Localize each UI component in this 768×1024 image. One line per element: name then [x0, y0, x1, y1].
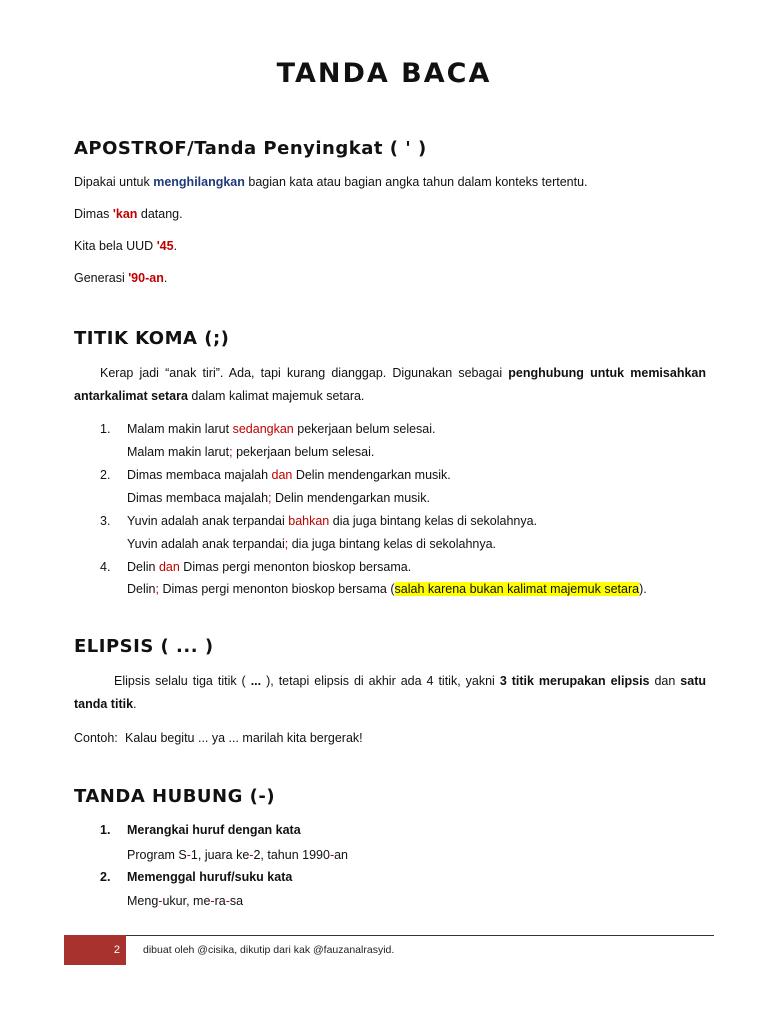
text: ra: [214, 894, 226, 908]
text: .: [173, 239, 178, 253]
hyphen: -: [210, 894, 215, 908]
list-item: [127, 537, 496, 551]
highlight: 'kan: [112, 207, 138, 221]
heading-titik-koma: TITIK KOMA (;): [74, 328, 230, 349]
text: Dimas pergi menonton bioskop bersama.: [179, 560, 412, 574]
hyphen: -: [225, 894, 230, 908]
text: Malam makin larut: [127, 445, 230, 459]
text: Delin: [127, 560, 159, 574]
apostrof-example-1: [74, 203, 706, 226]
text: Generasi: [74, 271, 129, 285]
list-item-example: [127, 894, 243, 908]
list-item-title: Memenggal huruf/suku kata: [127, 870, 293, 884]
text: dalam kalimat majemuk setara.: [187, 389, 365, 403]
text: Delin: [127, 582, 156, 596]
text: 1, juara ke: [190, 848, 250, 862]
text: pekerjaan belum selesai.: [232, 445, 375, 459]
list-number: 1.: [100, 823, 111, 837]
emphasis: penghubung untuk memisahkan antarkalimat setara: [74, 366, 706, 403]
highlight: '45: [156, 239, 174, 253]
apostrof-description: [74, 171, 706, 194]
contoh-label: Contoh:: [74, 731, 118, 745]
highlight: ;: [268, 491, 272, 505]
highlight: ;: [284, 537, 289, 551]
page-title: TANDA BACA: [276, 58, 492, 89]
list-item-example: [127, 848, 348, 862]
titik-koma-intro: [74, 362, 706, 408]
apostrof-example-2: [74, 235, 706, 258]
text: Kita bela UUD: [74, 239, 157, 253]
heading-apostrof: APOSTROF/Tanda Penyingkat ( ' ): [74, 138, 427, 159]
highlight: bahkan: [288, 514, 330, 528]
text: Yuvin adalah anak terpandai: [127, 537, 285, 551]
text: Dimas membaca majalah: [127, 491, 269, 505]
list-item: [127, 491, 430, 505]
text: Dimas membaca majalah: [127, 468, 272, 482]
highlight: dan: [271, 468, 293, 482]
page-number: 2: [64, 935, 126, 965]
list-item: [127, 582, 647, 596]
hyphen: -: [158, 894, 163, 908]
text: Dimas pergi menonton bioskop bersama (: [158, 582, 395, 596]
text: dia juga bintang kelas di sekolahnya.: [329, 514, 538, 528]
emphasis: satu tanda titik: [74, 674, 706, 711]
highlight: dan: [158, 560, 180, 574]
text: pekerjaan belum selesai.: [293, 422, 436, 436]
text: an: [334, 848, 349, 862]
highlight: sedangkan: [232, 422, 294, 436]
text: Kerap jadi “anak tiri”. Ada, tapi kurang dianggap. Digunakan sebagai: [100, 366, 509, 380]
emphasis: ...: [250, 674, 262, 688]
text: Malam makin larut: [127, 422, 233, 436]
list-item: [127, 560, 411, 574]
hyphen: -: [249, 848, 254, 862]
footer-divider: [64, 935, 714, 936]
text: ).: [639, 582, 647, 596]
hyphen: -: [329, 848, 335, 862]
contoh-text: Kalau begitu ... ya ... marilah kita bergerak!: [125, 731, 363, 745]
text: sa: [229, 894, 244, 908]
list-item-title: Merangkai huruf dengan kata: [127, 823, 301, 837]
list-item: [127, 422, 436, 436]
text: Meng: [127, 894, 159, 908]
highlight: ;: [229, 445, 233, 459]
list-number: 2.: [100, 870, 111, 884]
text: Dimas: [74, 207, 113, 221]
text: Delin mendengarkan musik.: [292, 468, 451, 482]
apostrof-example-3: [74, 267, 706, 290]
text: dia juga bintang kelas di sekolahnya.: [288, 537, 497, 551]
list-number: 3.: [100, 514, 111, 528]
list-item: [127, 468, 451, 482]
text: Delin mendengarkan musik.: [271, 491, 430, 505]
footer-credit: dibuat oleh @cisika, dikutip dari kak @fauzanalrasyid.: [143, 944, 395, 956]
text: Dipakai untuk: [74, 175, 154, 189]
highlight: '90-an: [128, 271, 164, 285]
heading-elipsis: ELIPSIS ( ... ): [74, 636, 214, 657]
elipsis-paragraph: [74, 670, 706, 716]
text: datang.: [137, 207, 183, 221]
text: bagian kata atau bagian angka tahun dalam konteks tertentu.: [244, 175, 588, 189]
text: .: [133, 697, 137, 711]
text: Program S: [127, 848, 187, 862]
highlight: ;: [155, 582, 159, 596]
text: 2, tahun 1990: [253, 848, 330, 862]
hyphen: -: [186, 848, 191, 862]
emphasis: menghilangkan: [153, 175, 245, 189]
text: .: [163, 271, 168, 285]
emphasis: 3 titik merupakan elipsis: [499, 674, 650, 688]
text: ), tetapi elipsis di akhir ada 4 titik, yakni: [261, 674, 500, 688]
list-item: [127, 514, 537, 528]
text: Yuvin adalah anak terpandai: [127, 514, 289, 528]
text: Elipsis selalu tiga titik (: [114, 674, 251, 688]
highlighted-note: salah karena bukan kalimat majemuk setara: [394, 582, 640, 596]
text: dan: [649, 674, 681, 688]
text: ukur, me: [162, 894, 211, 908]
list-number: 1.: [100, 422, 111, 436]
list-number: 4.: [100, 560, 111, 574]
list-item: [127, 445, 374, 459]
list-number: 2.: [100, 468, 111, 482]
heading-tanda-hubung: TANDA HUBUNG (-): [74, 786, 276, 807]
